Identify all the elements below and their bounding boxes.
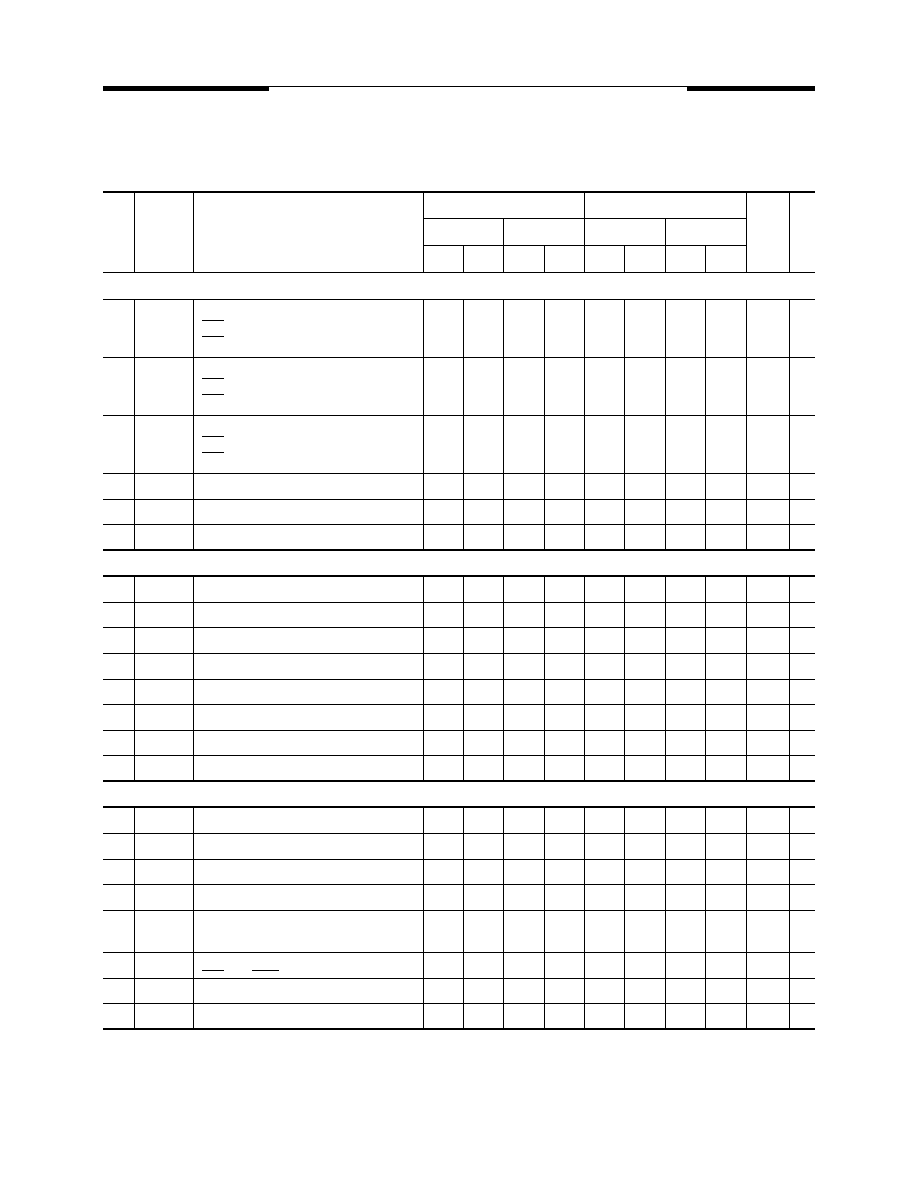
overline-marks (193, 299, 423, 357)
header-cell (624, 245, 665, 272)
header-cell (423, 245, 463, 272)
header-subgroup (423, 218, 503, 245)
header-cell (705, 245, 746, 272)
header-cell (746, 192, 789, 272)
table-row (103, 1003, 815, 1029)
header-subgroup (503, 218, 584, 245)
table-row (103, 884, 815, 910)
table-body (103, 272, 815, 1029)
header-cell (463, 245, 503, 272)
table-row (103, 952, 815, 978)
header-cell (584, 245, 624, 272)
table-row (103, 653, 815, 679)
header-cell (503, 245, 544, 272)
table-row (103, 730, 815, 755)
section-heading-row (103, 272, 815, 299)
table-row (103, 859, 815, 884)
header-rule-right (687, 86, 815, 91)
table-row (103, 627, 815, 653)
header-group-2 (584, 192, 746, 218)
table-row (103, 833, 815, 859)
table-row (103, 755, 815, 781)
header-rule-left (103, 86, 269, 91)
spec-table (103, 191, 815, 1030)
overline-marks (193, 415, 423, 473)
table-row (103, 602, 815, 627)
header-group-1 (423, 192, 584, 218)
table-row (103, 679, 815, 704)
table-row (103, 910, 815, 952)
overline-marks (193, 357, 423, 415)
section-heading-row (103, 781, 815, 807)
table-row (103, 704, 815, 730)
header-cell (134, 192, 193, 272)
header-cell (193, 192, 423, 272)
table-row (103, 499, 815, 524)
table-row (103, 357, 815, 415)
header-rule-middle (269, 86, 687, 87)
table-row (103, 473, 815, 499)
overline-marks (193, 952, 423, 978)
header-cell (103, 192, 134, 272)
table-row (103, 415, 815, 473)
table-row (103, 576, 815, 602)
table-row (103, 978, 815, 1003)
header-subgroup (665, 218, 746, 245)
table-row (103, 524, 815, 550)
table-header (103, 192, 815, 272)
section-heading-row (103, 550, 815, 576)
header-cell (544, 245, 584, 272)
header-cell (789, 192, 815, 272)
table-row (103, 299, 815, 357)
header-subgroup (584, 218, 665, 245)
table-row (103, 807, 815, 833)
header-cell (665, 245, 705, 272)
